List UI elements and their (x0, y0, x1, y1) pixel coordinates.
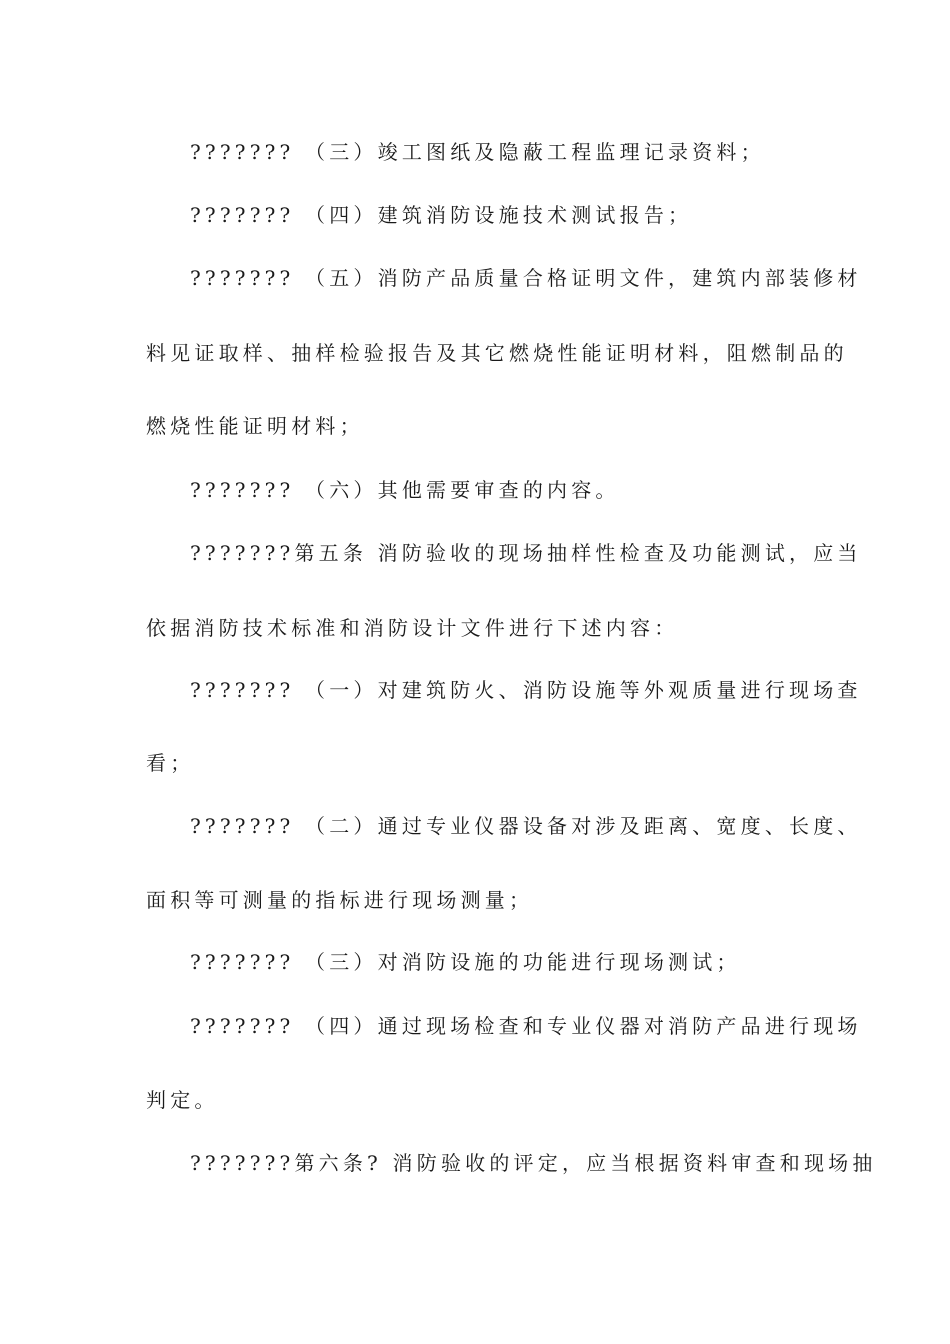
paragraph-line: 燃烧性能证明材料； (146, 414, 364, 438)
paragraph-line: 看； (146, 751, 195, 775)
paragraph-line: ??????? （五）消防产品质量合格证明文件，建筑内部装修材 (190, 266, 862, 290)
paragraph-line: ??????? （三）对消防设施的功能进行现场测试； (190, 950, 741, 974)
paragraph-line: 面积等可测量的指标进行现场测量； (146, 888, 534, 912)
paragraph-line: ??????? （四）建筑消防设施技术测试报告； (190, 203, 693, 227)
paragraph-line: ??????? （三）竣工图纸及隐蔽工程监理记录资料； (190, 140, 765, 164)
paragraph-line: 料见证取样、抽样检验报告及其它燃烧性能证明材料，阻燃制品的 (146, 341, 848, 365)
paragraph-line: ??????? （六）其他需要审查的内容。 (190, 478, 620, 502)
paragraph-line: ??????? （二）通过专业仪器设备对涉及距离、宽度、长度、 (190, 814, 862, 838)
paragraph-line: ??????? （一）对建筑防火、消防设施等外观质量进行现场查 (190, 678, 862, 702)
paragraph-line: ??????? （四）通过现场检查和专业仪器对消防产品进行现场 (190, 1014, 862, 1038)
paragraph-line: 依据消防技术标准和消防设计文件进行下述内容： (146, 616, 679, 640)
paragraph-line: 判定。 (146, 1088, 219, 1112)
paragraph-line: ???????第六条? 消防验收的评定，应当根据资料审查和现场抽 (190, 1151, 877, 1175)
paragraph-line: ???????第五条 消防验收的现场抽样性检查及功能测试，应当 (190, 541, 862, 565)
